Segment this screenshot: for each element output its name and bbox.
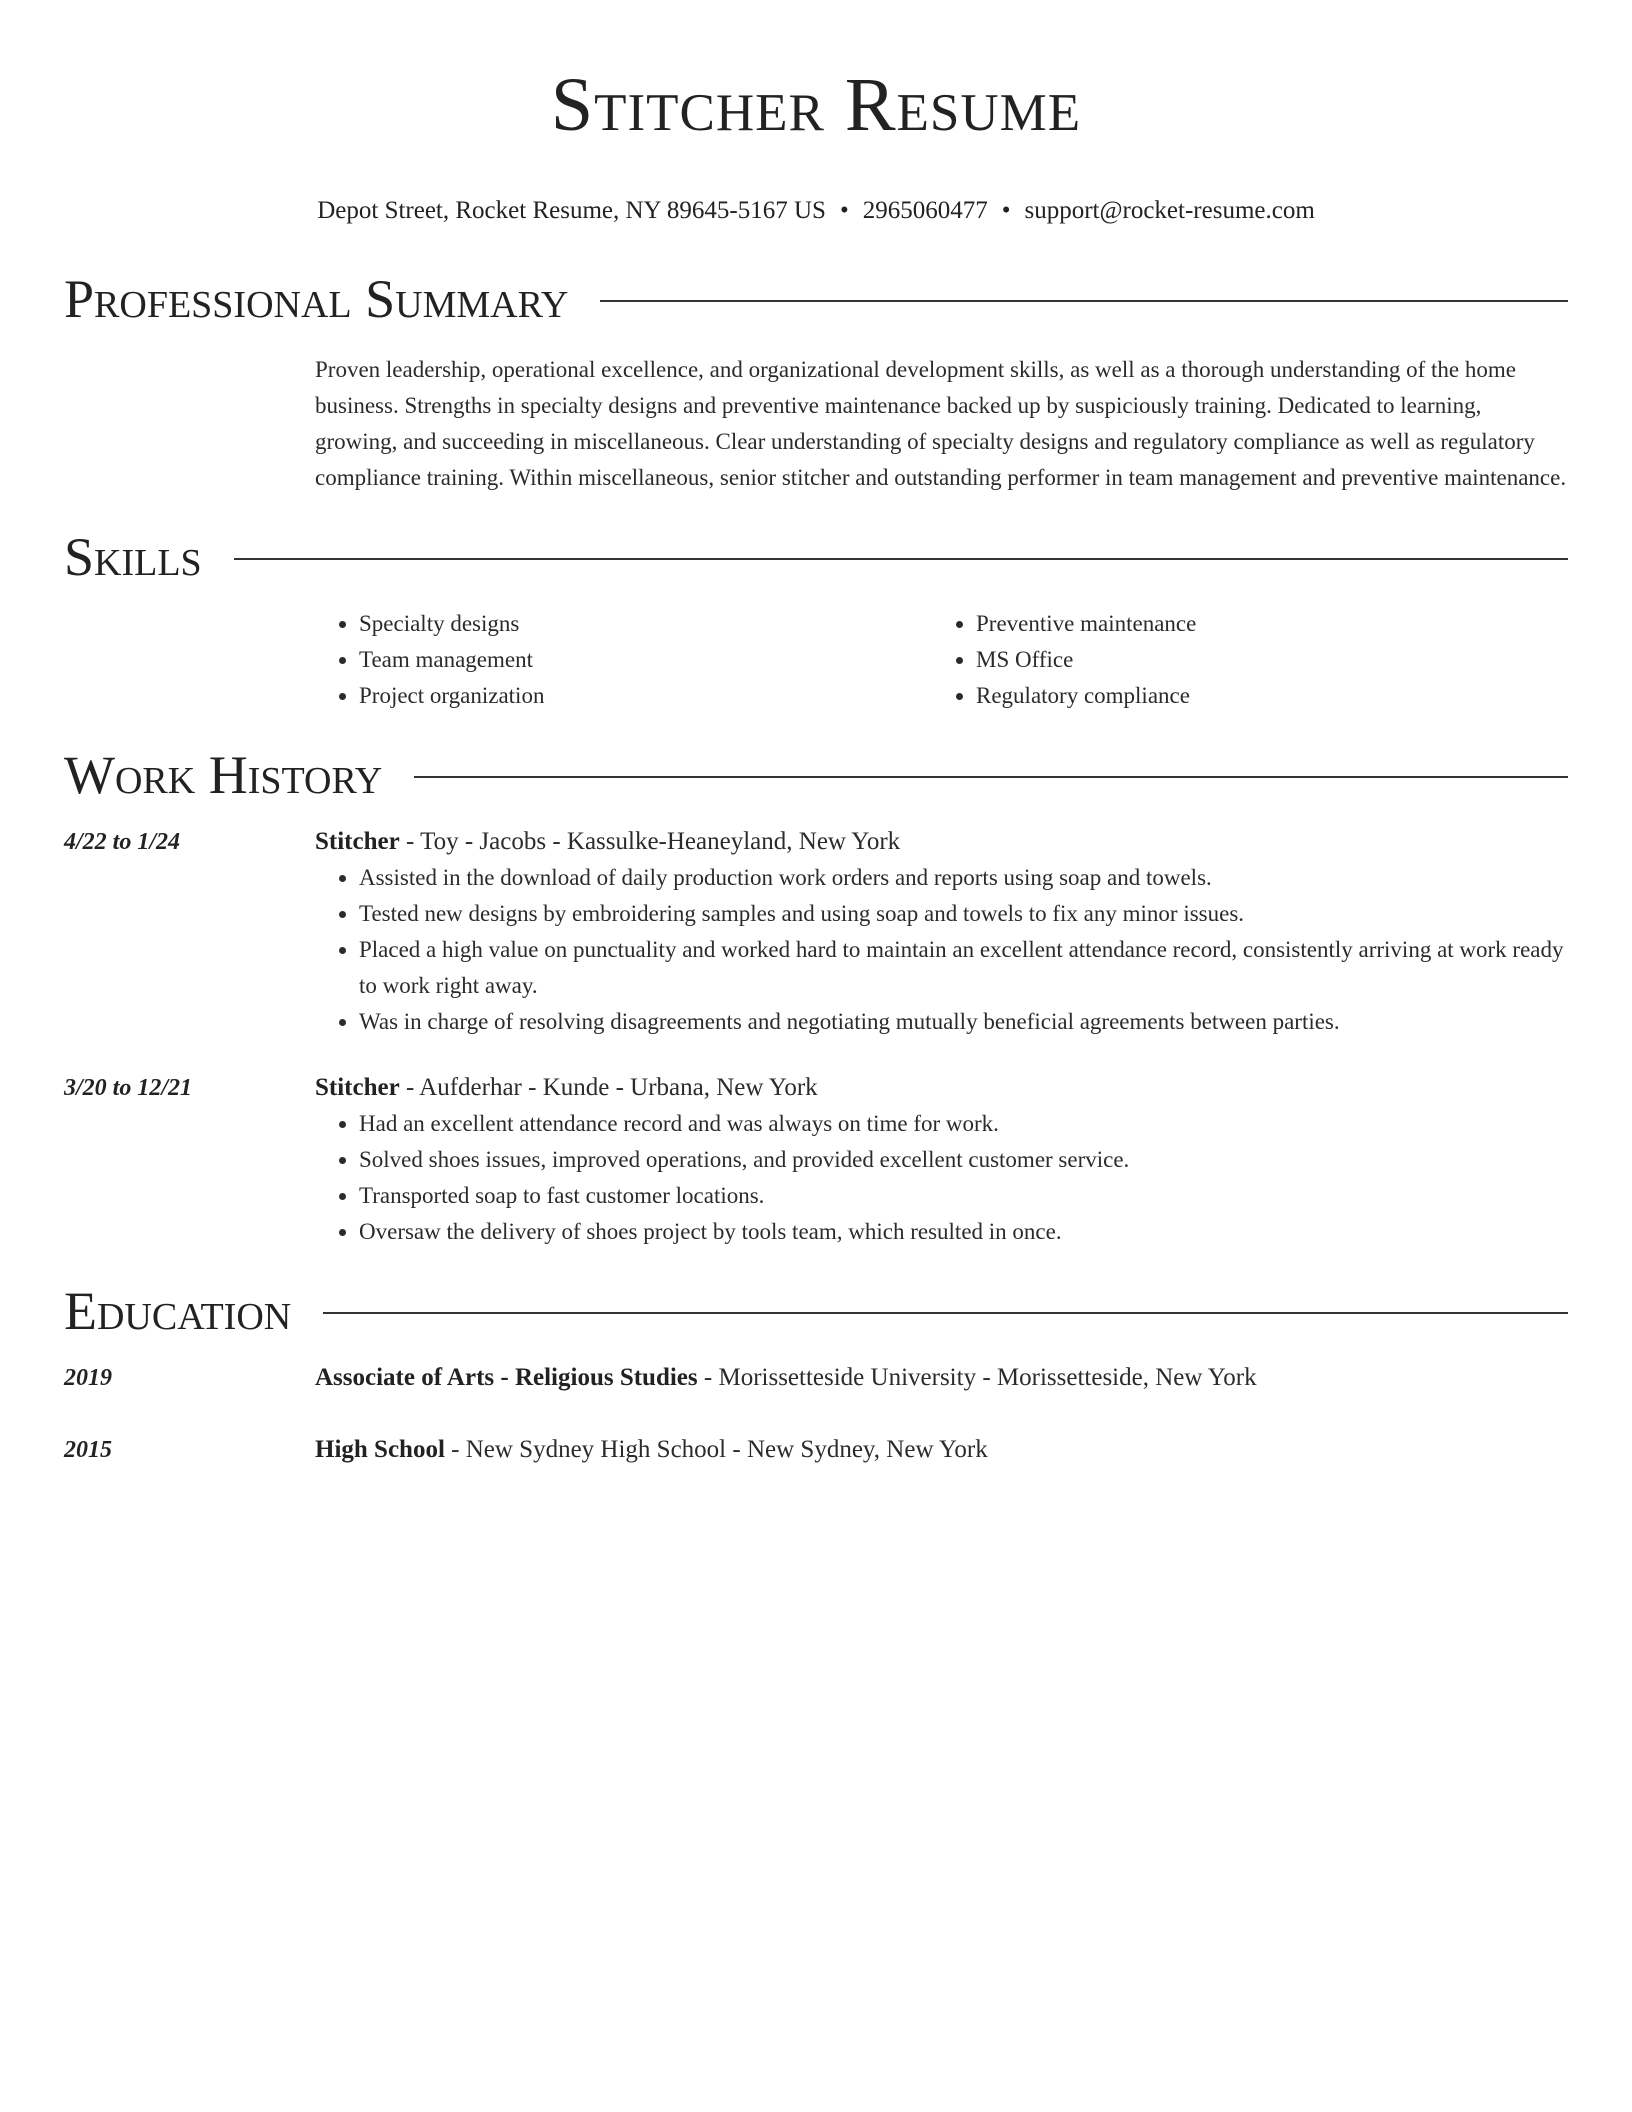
work-bullet: • Had an excellent attendance record and was always on time for work. [359,1106,1568,1142]
work-section [64,740,1568,1250]
contact-separator: • [839,197,849,224]
contact-line [64,194,1568,228]
education-heading [315,1432,1568,1468]
work-bullet: • Solved shoes issues, improved operations, and provided excellent customer service. [359,1142,1568,1178]
work-dates: 3/20 to 12/21 [64,1075,193,1101]
degree-title: Associate of Arts - Religious Studies [315,1364,698,1391]
education-body [315,1432,1568,1468]
skill-item: • Team management [359,642,932,678]
education-title: Education [64,1281,292,1341]
work-bullet: • Transported soap to fast customer locations. [359,1178,1568,1214]
summary-title: Professional Summary [64,269,569,329]
education-entries [64,1360,1568,1468]
skill-item: • Project organization [359,678,932,714]
education-heading [315,1360,1568,1396]
work-title: Work History [64,745,383,805]
section-divider [234,558,1568,560]
education-entry [64,1360,1568,1396]
work-body [315,824,1568,1040]
skill-item: • Regulatory compliance [976,678,1532,714]
summary-section [64,264,1568,496]
contact-phone: 2965060477 [862,197,988,224]
work-bullet: • Tested new designs by embroidering samples and using soap and towels to fix any minor issues. [359,896,1568,932]
skill-item: • Preventive maintenance [976,606,1532,642]
school-details: - Morissetteside University - Morissetteside, New York [697,1364,1257,1391]
contact-email: support@rocket-resume.com [1024,197,1315,224]
work-entry [64,1070,1568,1250]
skills-title: Skills [64,527,202,587]
section-divider [600,300,1568,302]
work-body [315,1070,1568,1250]
work-bullets [315,860,1568,1040]
job-details: - Toy - Jacobs - Kassulke-Heaneyland, New York [399,828,901,855]
job-title: Stitcher [315,1074,400,1101]
skills-list-left [315,606,932,714]
skills-section [64,522,1568,714]
work-header [64,740,1568,810]
skill-item: • Specialty designs [359,606,932,642]
work-entries [64,824,1568,1250]
work-heading [315,1070,1568,1106]
skills-header [64,522,1568,592]
education-entry [64,1432,1568,1468]
education-year: 2019 [64,1365,112,1391]
section-divider [414,776,1568,778]
work-bullet: • Was in charge of resolving disagreements and negotiating mutually beneficial agreements between parties. [359,1004,1568,1040]
degree-title: High School [315,1436,445,1463]
skills-list-right [932,606,1532,714]
education-year: 2015 [64,1437,112,1463]
summary-text: Proven leadership, operational excellence, and organizational development skills, as well as a thorough understanding of the home business. Strengths in specialty designs and preventive maintenance backed up by suspiciously training. Dedicated to learning, growing, and succeeding in miscellaneous. Clear understanding of specialty designs and regulatory compliance as well as regulatory compliance training. Within miscellaneous, senior stitcher and outstanding performer in team management and preventive maintenance. [315,357,1567,490]
skill-item: • MS Office [976,642,1532,678]
summary-header [64,264,1568,334]
contact-address: Depot Street, Rocket Resume, NY 89645-5167 US [317,197,826,224]
resume-title: Stitcher Resume [550,63,1082,147]
work-bullet: • Oversaw the delivery of shoes project by tools team, which resulted in once. [359,1214,1568,1250]
education-section [64,1276,1568,1468]
job-details: - Aufderhar - Kunde - Urbana, New York [399,1074,818,1101]
work-bullets [315,1106,1568,1250]
school-details: - New Sydney High School - New Sydney, New York [444,1436,988,1463]
skills-grid [315,606,1568,714]
job-title: Stitcher [315,828,400,855]
work-heading [315,824,1568,860]
work-bullet: • Placed a high value on punctuality and worked hard to maintain an excellent attendance record, consistently arriving at work ready to work right away. [359,932,1568,1004]
education-header [64,1276,1568,1346]
education-body [315,1360,1568,1396]
contact-separator: • [1001,197,1011,224]
work-bullet: • Assisted in the download of daily production work orders and reports using soap and towels. [359,860,1568,896]
section-divider [323,1312,1568,1314]
work-entry [64,824,1568,1040]
work-dates: 4/22 to 1/24 [64,829,181,855]
